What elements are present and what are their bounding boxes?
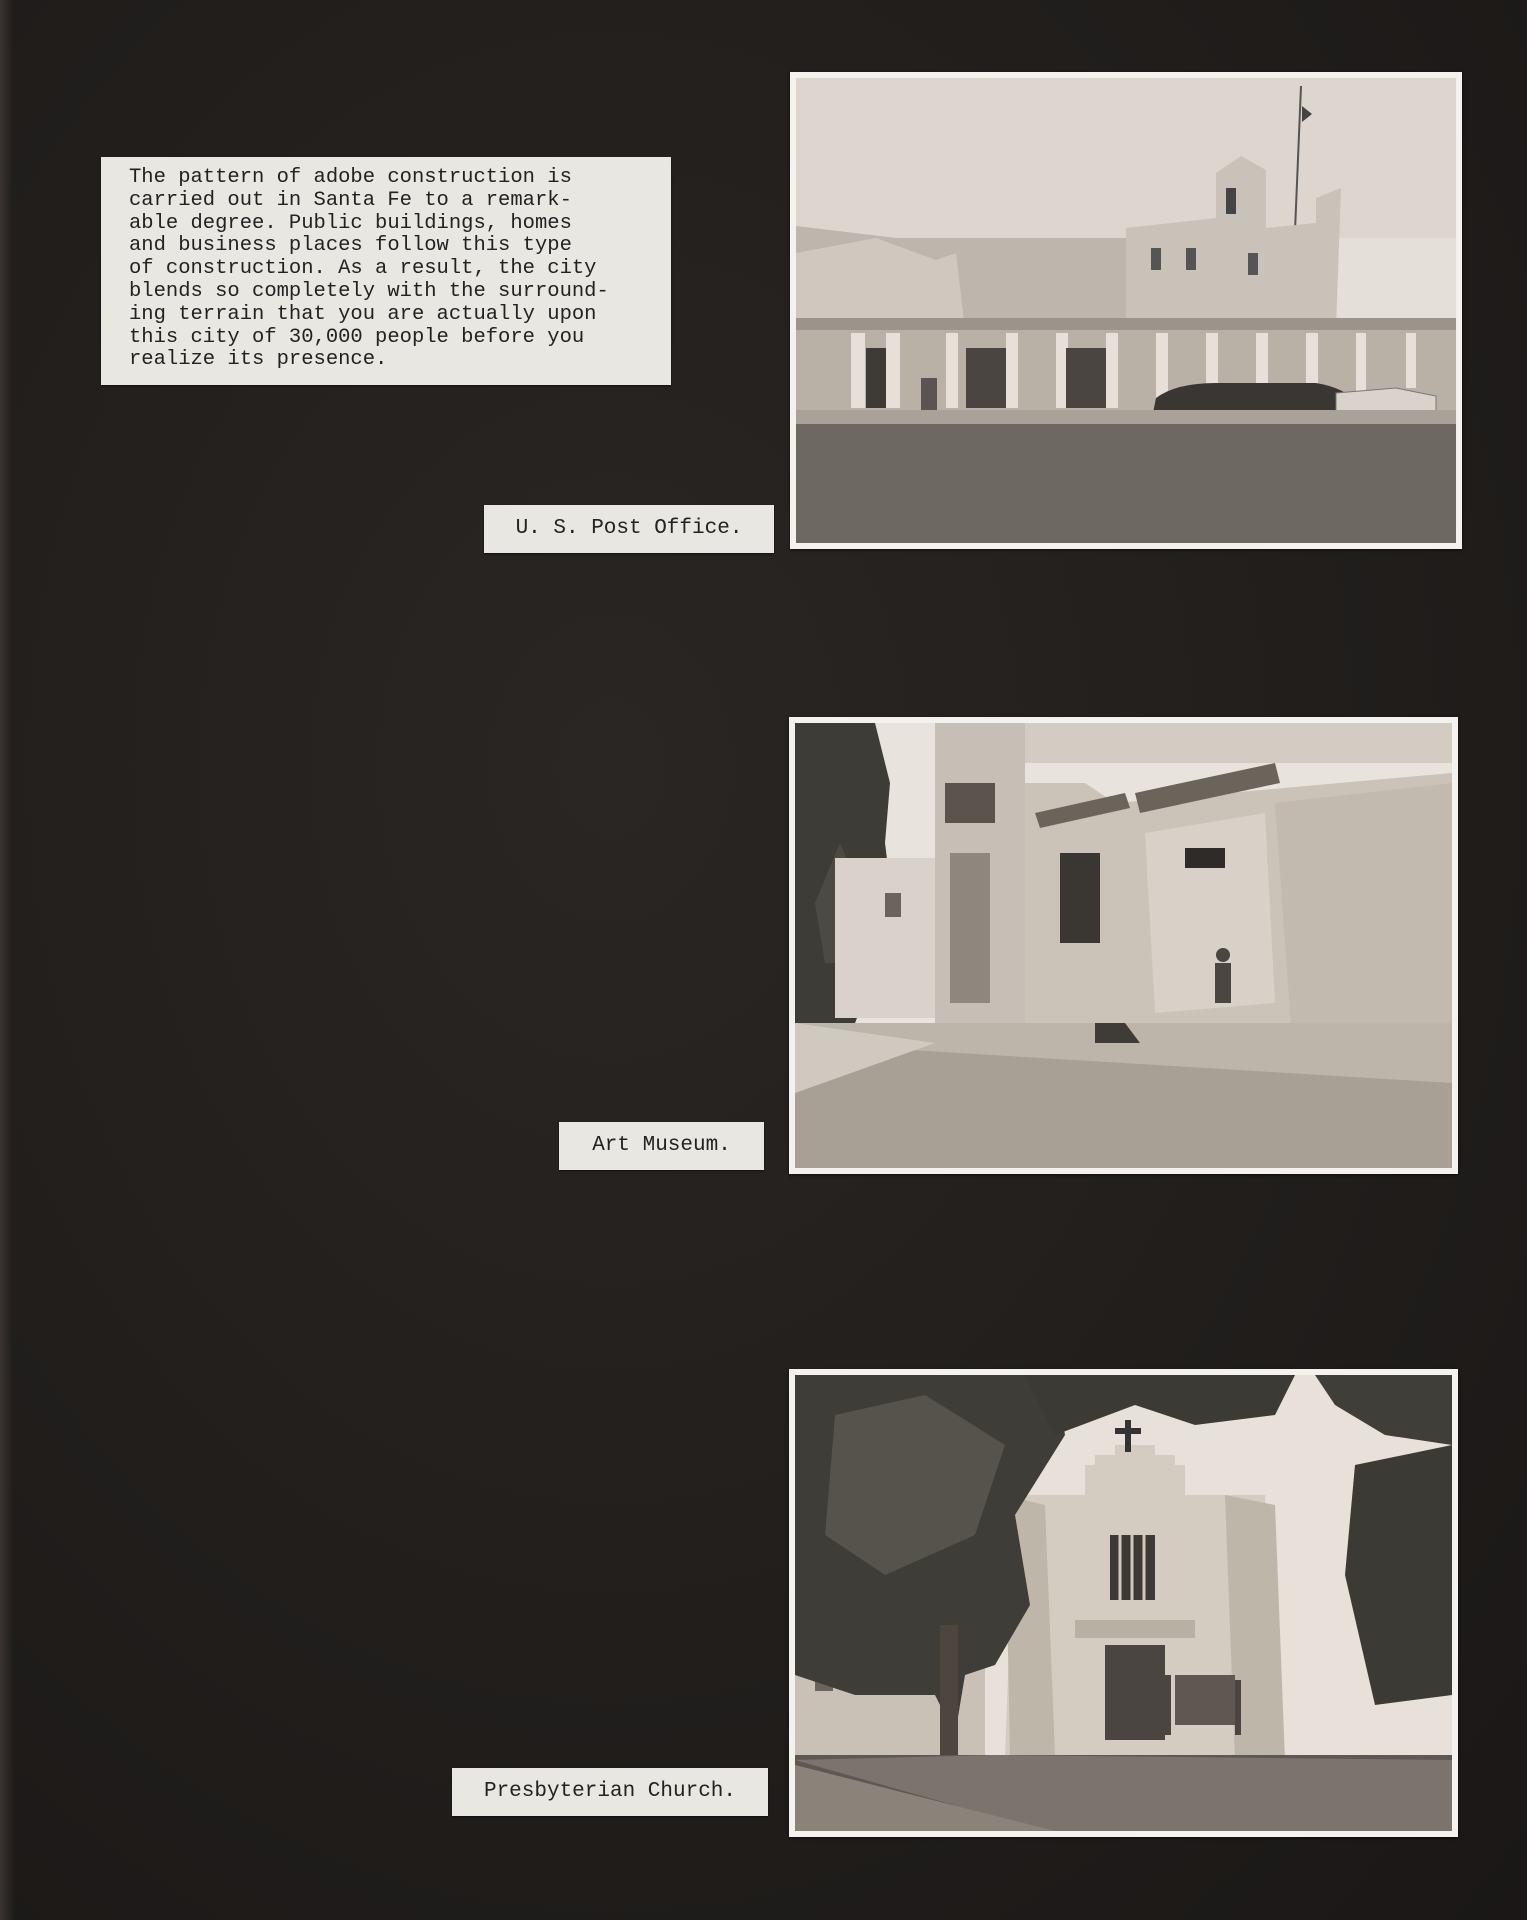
intro-line: realize its presence. <box>129 348 388 372</box>
photo-post-office <box>790 72 1462 549</box>
intro-line: The pattern of adobe construction is <box>129 166 572 189</box>
intro-line: of construction. As a result, the city <box>129 257 597 281</box>
intro-line: and business places follow this type <box>129 234 572 258</box>
intro-line: able degree. Public buildings, homes <box>129 211 572 235</box>
intro-line: blends so completely with the surround- <box>129 279 609 303</box>
caption-presbyterian-church: Presbyterian Church. <box>452 1768 768 1816</box>
church-image <box>795 1375 1452 1831</box>
art-museum-image <box>795 723 1452 1168</box>
intro-line: this city of 30,000 people before you <box>129 325 585 349</box>
photo-art-museum <box>789 717 1458 1174</box>
intro-text-card <box>101 157 671 385</box>
caption-post-office: U. S. Post Office. <box>484 505 774 553</box>
caption-art-museum: Art Museum. <box>559 1122 764 1170</box>
intro-line: ing terrain that you are actually upon <box>129 302 597 326</box>
post-office-image <box>796 78 1456 543</box>
photo-presbyterian-church <box>789 1369 1458 1837</box>
page-spine <box>0 0 14 1920</box>
intro-line: carried out in Santa Fe to a remark- <box>129 188 572 212</box>
